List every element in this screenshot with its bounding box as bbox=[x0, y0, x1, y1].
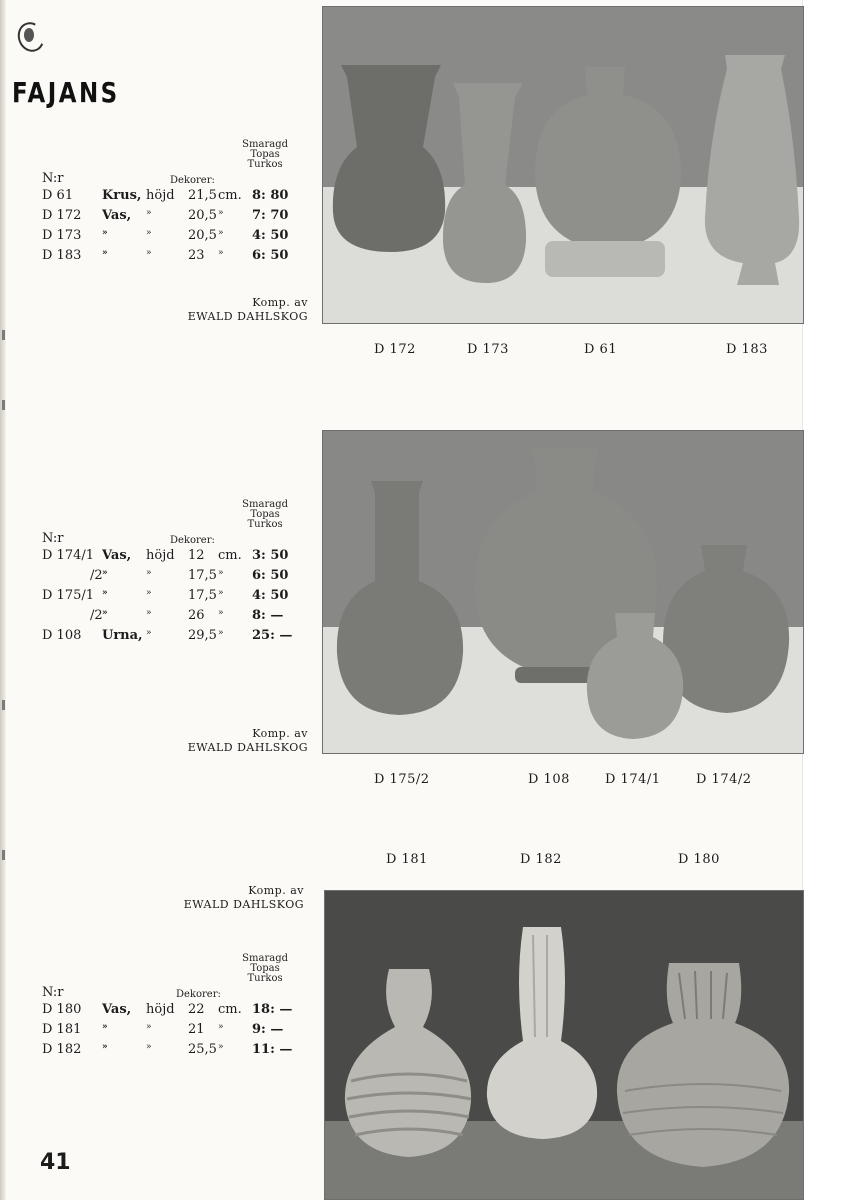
product-photo-1 bbox=[322, 6, 804, 324]
item-height: 25,5 bbox=[188, 1042, 217, 1057]
item-hojd: » bbox=[146, 248, 152, 258]
nr-label: N:r bbox=[42, 531, 64, 546]
item-code: D 173 bbox=[42, 228, 82, 243]
vase-d172 bbox=[333, 65, 445, 252]
glaze-turkos: Turkos bbox=[247, 159, 283, 170]
credit-line: Komp. av bbox=[252, 727, 308, 740]
photo-caption: D 61 bbox=[584, 342, 618, 357]
item-code: D 175/1 bbox=[42, 588, 95, 603]
item-price: 7: 70 bbox=[252, 208, 289, 223]
item-price: 3: 50 bbox=[252, 548, 289, 563]
item-hojd: » bbox=[146, 608, 152, 618]
item-height: 20,5 bbox=[188, 208, 217, 223]
item-price: 18: — bbox=[252, 1002, 293, 1017]
table-header bbox=[42, 500, 292, 548]
designer-credit bbox=[8, 727, 308, 755]
binder-hole-inner bbox=[24, 28, 34, 42]
item-hojd: höjd bbox=[146, 548, 175, 563]
table-row bbox=[42, 548, 292, 568]
designer-credit bbox=[4, 884, 304, 912]
item-unit: cm. bbox=[218, 1002, 242, 1017]
credit-line: Komp. av bbox=[248, 884, 304, 897]
credit-name: EWALD DAHLSKOG bbox=[187, 741, 308, 754]
dekor-label: Dekorer: bbox=[170, 175, 215, 186]
table-row bbox=[42, 248, 292, 268]
table-row bbox=[42, 1022, 292, 1042]
item-code: D 61 bbox=[42, 188, 74, 203]
item-price: 4: 50 bbox=[252, 588, 289, 603]
credit-line: Komp. av bbox=[252, 296, 308, 309]
table-header bbox=[42, 140, 292, 188]
item-unit: » bbox=[218, 1022, 224, 1032]
item-type: » bbox=[102, 608, 108, 618]
item-height: 23 bbox=[188, 248, 205, 263]
item-unit: » bbox=[218, 588, 224, 598]
item-hojd: » bbox=[146, 588, 152, 598]
item-unit: » bbox=[218, 208, 224, 218]
designer-credit bbox=[8, 296, 308, 324]
item-height: 21,5 bbox=[188, 188, 217, 203]
item-price: 9: — bbox=[252, 1022, 284, 1037]
item-height: 12 bbox=[188, 548, 205, 563]
item-price: 8: — bbox=[252, 608, 284, 623]
table-row bbox=[42, 628, 292, 648]
item-height: 29,5 bbox=[188, 628, 217, 643]
photo-caption: D 175/2 bbox=[374, 772, 430, 787]
nr-label: N:r bbox=[42, 985, 64, 1000]
item-code: D 174/1 bbox=[42, 548, 95, 563]
item-unit: » bbox=[218, 628, 224, 638]
item-code: D 183 bbox=[42, 248, 82, 263]
item-height: 22 bbox=[188, 1002, 205, 1017]
table-row bbox=[42, 1002, 292, 1022]
glaze-smaragd: Smaragd bbox=[242, 139, 288, 150]
item-type: » bbox=[102, 1022, 108, 1032]
item-height: 26 bbox=[188, 608, 205, 623]
item-price: 6: 50 bbox=[252, 248, 289, 263]
item-code: D 108 bbox=[42, 628, 82, 643]
item-height: 17,5 bbox=[188, 568, 217, 583]
item-code: D 181 bbox=[42, 1022, 82, 1037]
glaze-smaragd: Smaragd bbox=[242, 953, 288, 964]
table-row bbox=[42, 568, 292, 588]
item-unit: » bbox=[218, 608, 224, 618]
item-code: /2 bbox=[90, 568, 103, 583]
item-code: D 180 bbox=[42, 1002, 82, 1017]
product-photo-2 bbox=[322, 430, 804, 754]
table-row bbox=[42, 608, 292, 628]
item-price: 6: 50 bbox=[252, 568, 289, 583]
item-unit: cm. bbox=[218, 548, 242, 563]
table-row bbox=[42, 1042, 292, 1062]
item-height: 17,5 bbox=[188, 588, 217, 603]
item-unit: » bbox=[218, 228, 224, 238]
item-type: Vas, bbox=[102, 548, 132, 563]
price-table-3 bbox=[42, 954, 292, 1062]
item-code: /2 bbox=[90, 608, 103, 623]
item-height: 21 bbox=[188, 1022, 205, 1037]
glaze-topas: Topas bbox=[250, 963, 280, 974]
photo-caption: D 172 bbox=[374, 342, 416, 357]
glaze-topas: Topas bbox=[250, 509, 280, 520]
item-price: 11: — bbox=[252, 1042, 293, 1057]
item-code: D 182 bbox=[42, 1042, 82, 1057]
photo-caption: D 180 bbox=[678, 852, 720, 867]
price-table-2 bbox=[42, 500, 292, 648]
page-number: 41 bbox=[40, 1150, 71, 1175]
item-type: Vas, bbox=[102, 208, 132, 223]
glaze-list bbox=[242, 500, 288, 530]
glaze-turkos: Turkos bbox=[247, 973, 283, 984]
item-hojd: höjd bbox=[146, 188, 175, 203]
margin-mark bbox=[2, 330, 5, 340]
margin-mark bbox=[2, 700, 5, 710]
vase-photo-2-svg bbox=[323, 431, 803, 753]
vase-photo-3-svg bbox=[325, 891, 803, 1199]
credit-name: EWALD DAHLSKOG bbox=[183, 898, 304, 911]
photo-caption: D 182 bbox=[520, 852, 562, 867]
item-type: » bbox=[102, 228, 108, 238]
item-hojd: höjd bbox=[146, 1002, 175, 1017]
item-hojd: » bbox=[146, 1042, 152, 1052]
photo-caption: D 108 bbox=[528, 772, 570, 787]
margin-mark bbox=[2, 850, 5, 860]
item-unit: » bbox=[218, 1042, 224, 1052]
item-type: Krus, bbox=[102, 188, 142, 203]
photo-caption: D 183 bbox=[726, 342, 768, 357]
item-hojd: » bbox=[146, 1022, 152, 1032]
item-height: 20,5 bbox=[188, 228, 217, 243]
photo-caption: D 181 bbox=[386, 852, 428, 867]
page-title: FAJANS bbox=[12, 76, 120, 109]
item-hojd: » bbox=[146, 228, 152, 238]
vase-photo-1-svg bbox=[323, 7, 803, 323]
credit-name: EWALD DAHLSKOG bbox=[187, 310, 308, 323]
item-type: » bbox=[102, 588, 108, 598]
glaze-list bbox=[242, 140, 288, 170]
item-code: D 172 bbox=[42, 208, 82, 223]
photo-caption: D 174/2 bbox=[696, 772, 752, 787]
product-photo-3 bbox=[324, 890, 804, 1200]
item-hojd: » bbox=[146, 568, 152, 578]
dekor-label: Dekorer: bbox=[176, 989, 221, 1000]
table-row bbox=[42, 228, 292, 248]
item-unit: » bbox=[218, 568, 224, 578]
page-binding-edge bbox=[0, 0, 6, 1200]
item-unit: » bbox=[218, 248, 224, 258]
dekor-label: Dekorer: bbox=[170, 535, 215, 546]
item-type: » bbox=[102, 568, 108, 578]
item-price: 8: 80 bbox=[252, 188, 289, 203]
glaze-list bbox=[242, 954, 288, 984]
item-type: Urna, bbox=[102, 628, 143, 643]
table-row bbox=[42, 208, 292, 228]
photo-caption: D 173 bbox=[467, 342, 509, 357]
item-hojd: » bbox=[146, 208, 152, 218]
margin-mark bbox=[2, 400, 5, 410]
table-header bbox=[42, 954, 292, 1002]
item-price: 4: 50 bbox=[252, 228, 289, 243]
item-hojd: » bbox=[146, 628, 152, 638]
table-row bbox=[42, 188, 292, 208]
table-row bbox=[42, 588, 292, 608]
item-type: » bbox=[102, 248, 108, 258]
glaze-turkos: Turkos bbox=[247, 519, 283, 530]
item-type: Vas, bbox=[102, 1002, 132, 1017]
item-unit: cm. bbox=[218, 188, 242, 203]
glaze-topas: Topas bbox=[250, 149, 280, 160]
nr-label: N:r bbox=[42, 171, 64, 186]
glaze-smaragd: Smaragd bbox=[242, 499, 288, 510]
price-table-1 bbox=[42, 140, 292, 268]
item-type: » bbox=[102, 1042, 108, 1052]
item-price: 25: — bbox=[252, 628, 293, 643]
photo-caption: D 174/1 bbox=[605, 772, 661, 787]
page-right-margin bbox=[802, 0, 865, 1200]
